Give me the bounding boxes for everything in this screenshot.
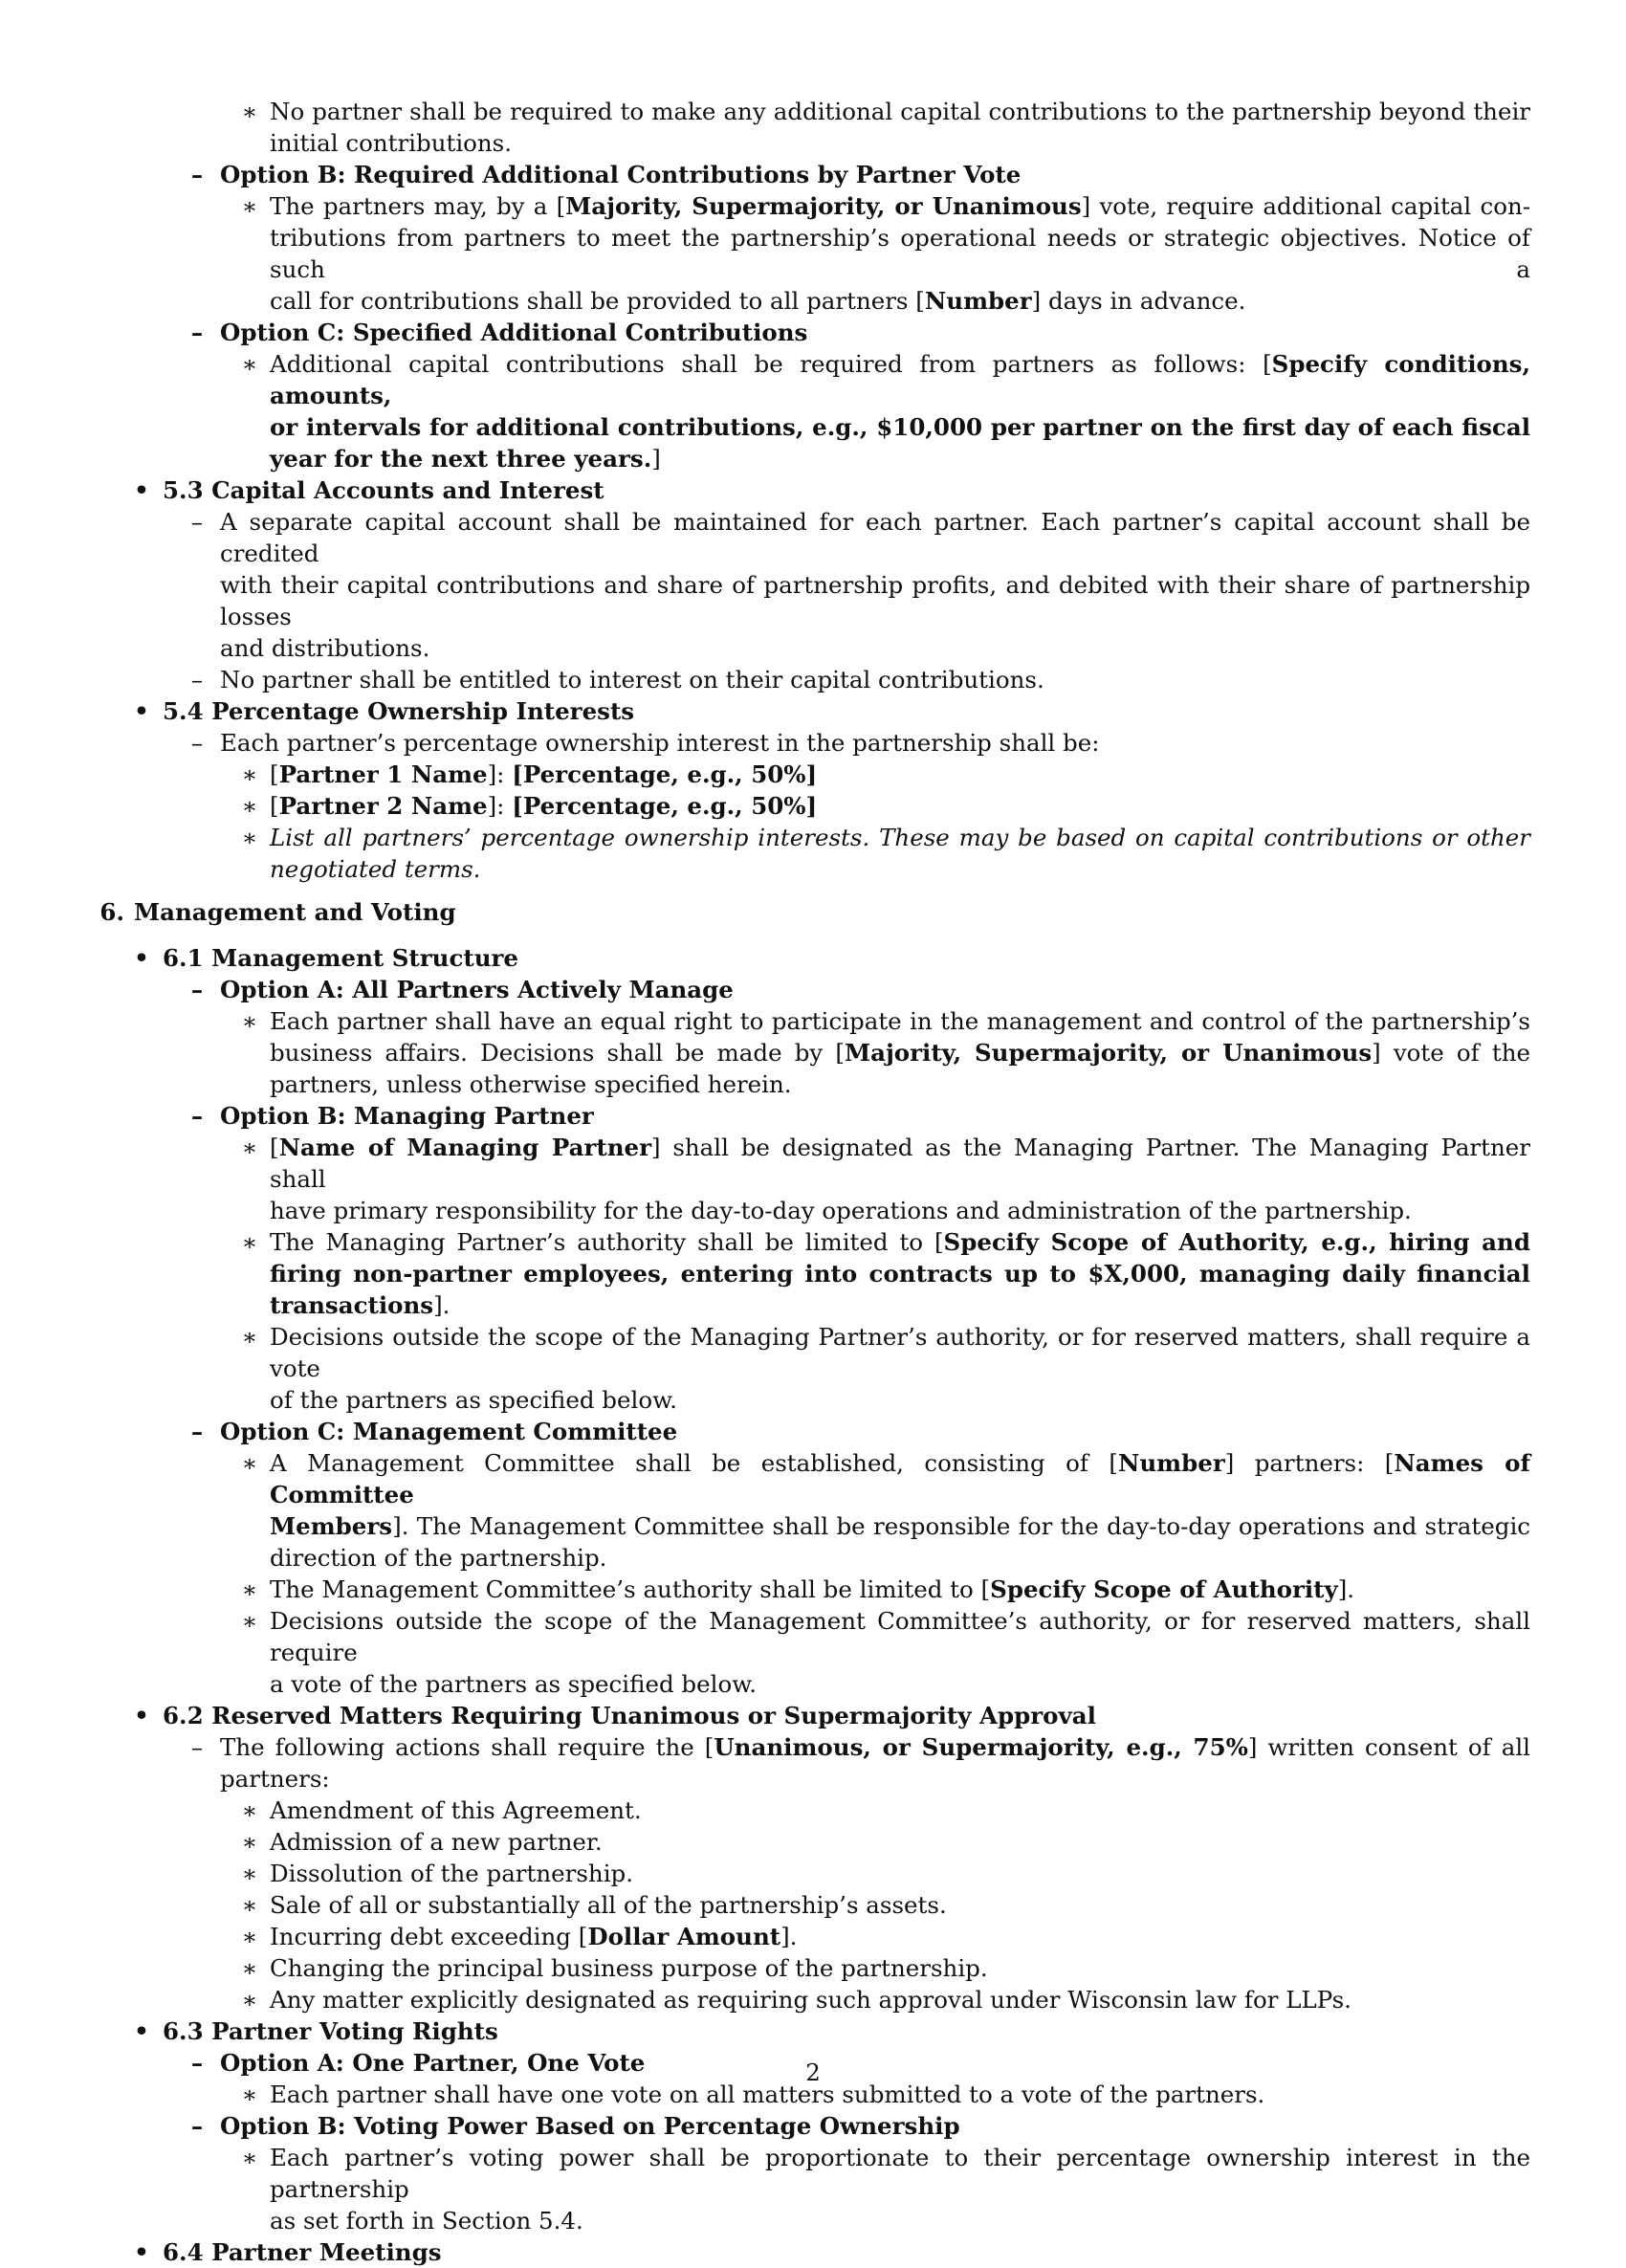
- dash-bullet: –: [190, 1102, 204, 1130]
- document-body: [96, 96, 1530, 2268]
- s61-option-c-item-2: ∗ The Management Committee’s authority shall be limited to [Specify Scope of Authority].: [96, 1574, 1530, 1605]
- star-bullet: ∗: [241, 1007, 258, 1035]
- page-number: 2: [805, 2059, 821, 2086]
- star-bullet: ∗: [241, 192, 258, 220]
- s53-heading: • 5.3 Capital Accounts and Interest: [134, 476, 604, 504]
- star-bullet: ∗: [241, 1607, 258, 1635]
- star-bullet: ∗: [241, 824, 258, 851]
- s52-option-c-item: ∗ Additional capital contributions shall be required from partners as follows: [Specify conditions, amounts, or intervals for additional contributions, e.g., $10,000 per partner on the first day of each fiscal year for the next three years.]: [96, 348, 1530, 474]
- star-bullet: ∗: [241, 792, 258, 820]
- s61-option-b-item-1: ∗ [Name of Managing Partner] shall be designated as the Managing Partner. The Managing Partner shall have primary responsibility for the day-to-day operations and administration of the partnership.: [96, 1132, 1530, 1226]
- dash-bullet: –: [190, 729, 204, 757]
- dash-bullet: –: [190, 666, 204, 694]
- s54-partner-1: ∗ [Partner 1 Name]: [Percentage, e.g., 50%]: [96, 759, 1530, 790]
- s62-item: ∗ Dissolution of the partnership.: [96, 1858, 1530, 1889]
- s61-heading: • 6.1 Management Structure: [134, 944, 518, 972]
- star-bullet: ∗: [241, 2081, 258, 2108]
- s63-option-b-item: ∗ Each partner’s voting power shall be proportionate to their percentage ownership interest in the partnership as set forth in Section 5.4.: [96, 2142, 1530, 2236]
- dot-bullet: •: [134, 2017, 149, 2045]
- s61-option-a-heading: – Option A: All Partners Actively Manage: [96, 974, 1530, 1005]
- dash-bullet: –: [190, 1418, 204, 1445]
- star-bullet: ∗: [241, 1134, 258, 1161]
- s61-option-c-item-1: ∗ A Management Committee shall be established, consisting of [Number] partners: [Names of Committee Members]. The Management Committee shall be responsible for the day-to-day operations and strategic direction of the partnership.: [96, 1447, 1530, 1574]
- s62-item: ∗ Sale of all or substantially all of the partnership’s assets.: [96, 1889, 1530, 1921]
- dash-bullet: –: [190, 2049, 204, 2077]
- star-bullet: ∗: [241, 98, 258, 125]
- star-bullet: ∗: [241, 1828, 258, 1856]
- star-bullet: ∗: [241, 1449, 258, 1477]
- s53-item-2: – No partner shall be entitled to interest on their capital contributions.: [96, 664, 1530, 695]
- s61-option-c-heading: – Option C: Management Committee: [96, 1416, 1530, 1447]
- dash-bullet: –: [190, 2112, 204, 2140]
- s54-note: ∗ List all partners’ percentage ownership interests. These may be based on capital contributions or other negotiated terms.: [96, 822, 1530, 885]
- dot-bullet: •: [134, 476, 149, 504]
- star-bullet: ∗: [241, 350, 258, 378]
- star-bullet: ∗: [241, 1323, 258, 1351]
- s61-option-c-item-3: ∗ Decisions outside the scope of the Management Committee’s authority, or for reserved matters, shall require a vote of the partners as specified below.: [96, 1605, 1530, 1700]
- star-bullet: ∗: [241, 760, 258, 788]
- dash-bullet: –: [190, 508, 204, 536]
- s62-item-debt: ∗ Incurring debt exceeding [Dollar Amount].: [96, 1921, 1530, 1952]
- s54-heading: • 5.4 Percentage Ownership Interests: [134, 697, 635, 725]
- section-number: 6.: [99, 898, 124, 926]
- s63-option-a-heading: – Option A: One Partner, One Vote: [96, 2047, 1530, 2079]
- dash-bullet: –: [190, 1733, 204, 1761]
- s62-item: ∗ Amendment of this Agreement.: [96, 1795, 1530, 1826]
- star-bullet: ∗: [241, 1575, 258, 1603]
- star-bullet: ∗: [241, 1891, 258, 1919]
- star-bullet: ∗: [241, 1986, 258, 2014]
- s52-option-c-heading: – Option C: Specified Additional Contributions: [96, 317, 1530, 348]
- dash-bullet: –: [190, 319, 204, 346]
- star-bullet: ∗: [241, 1796, 258, 1824]
- star-bullet: ∗: [241, 1923, 258, 1950]
- s63-option-b-heading: – Option B: Voting Power Based on Percentage Ownership: [96, 2110, 1530, 2142]
- s61-option-b-item-3: ∗ Decisions outside the scope of the Managing Partner’s authority, or for reserved matters, shall require a vote of the partners as specified below.: [96, 1321, 1530, 1416]
- s63-heading: • 6.3 Partner Voting Rights: [134, 2017, 498, 2045]
- dash-bullet: –: [190, 161, 204, 188]
- star-bullet: ∗: [241, 2144, 258, 2171]
- star-bullet: ∗: [241, 1954, 258, 1982]
- s52-option-a-item: ∗ No partner shall be required to make any additional capital contributions to the partnership beyond their initial contributions.: [96, 96, 1530, 159]
- s52-option-b-heading: – Option B: Required Additional Contributions by Partner Vote: [96, 159, 1530, 190]
- s64-heading: • 6.4 Partner Meetings: [134, 2238, 442, 2266]
- s52-option-b-item: ∗ The partners may, by a [Majority, Supermajority, or Unanimous] vote, require additional capital con- tributions from partners to meet the partnership’s operational needs or strategic objectives. Notice of such a call for contributions shall be provided to all partners [Number] days in advance.: [96, 190, 1530, 317]
- dot-bullet: •: [134, 944, 149, 972]
- dot-bullet: •: [134, 1702, 149, 1729]
- s62-item: ∗ Any matter explicitly designated as requiring such approval under Wisconsin law for LLPs.: [96, 1984, 1530, 2015]
- dot-bullet: •: [134, 2238, 149, 2266]
- s62-item: ∗ Changing the principal business purpose of the partnership.: [96, 1952, 1530, 1984]
- section-6-heading: 6. Management and Voting: [96, 896, 1530, 928]
- star-bullet: ∗: [241, 1860, 258, 1887]
- s62-item: ∗ Admission of a new partner.: [96, 1826, 1530, 1858]
- s53-item-1: – A separate capital account shall be maintained for each partner. Each partner’s capital account shall be credited with their capital contributions and share of partnership profits, and debited with their share of partnership losses and distributions.: [96, 506, 1530, 664]
- s61-option-b-item-2: ∗ The Managing Partner’s authority shall be limited to [Specify Scope of Authority, e.g., hiring and firing non-partner employees, entering into contracts up to $X,000, managing daily financial transactions].: [96, 1226, 1530, 1321]
- s61-option-a-item: ∗ Each partner shall have an equal right to participate in the management and control of the partnership’s business affairs. Decisions shall be made by [Majority, Supermajority, or Unanimous] vote of the partners, unless otherwise specified herein.: [96, 1005, 1530, 1100]
- dash-bullet: –: [190, 976, 204, 1003]
- s54-intro: – Each partner’s percentage ownership interest in the partnership shall be:: [96, 727, 1530, 759]
- s61-option-b-heading: – Option B: Managing Partner: [96, 1100, 1530, 1132]
- dot-bullet: •: [134, 697, 149, 725]
- s62-intro: – The following actions shall require the [Unanimous, or Supermajority, e.g., 75%] written consent of all partners:: [96, 1731, 1530, 1795]
- s63-option-a-item: ∗ Each partner shall have one vote on all matters submitted to a vote of the partners.: [96, 2079, 1530, 2110]
- s54-partner-2: ∗ [Partner 2 Name]: [Percentage, e.g., 50%]: [96, 790, 1530, 822]
- star-bullet: ∗: [241, 1228, 258, 1256]
- s62-heading: • 6.2 Reserved Matters Requiring Unanimous or Supermajority Approval: [134, 1702, 1096, 1729]
